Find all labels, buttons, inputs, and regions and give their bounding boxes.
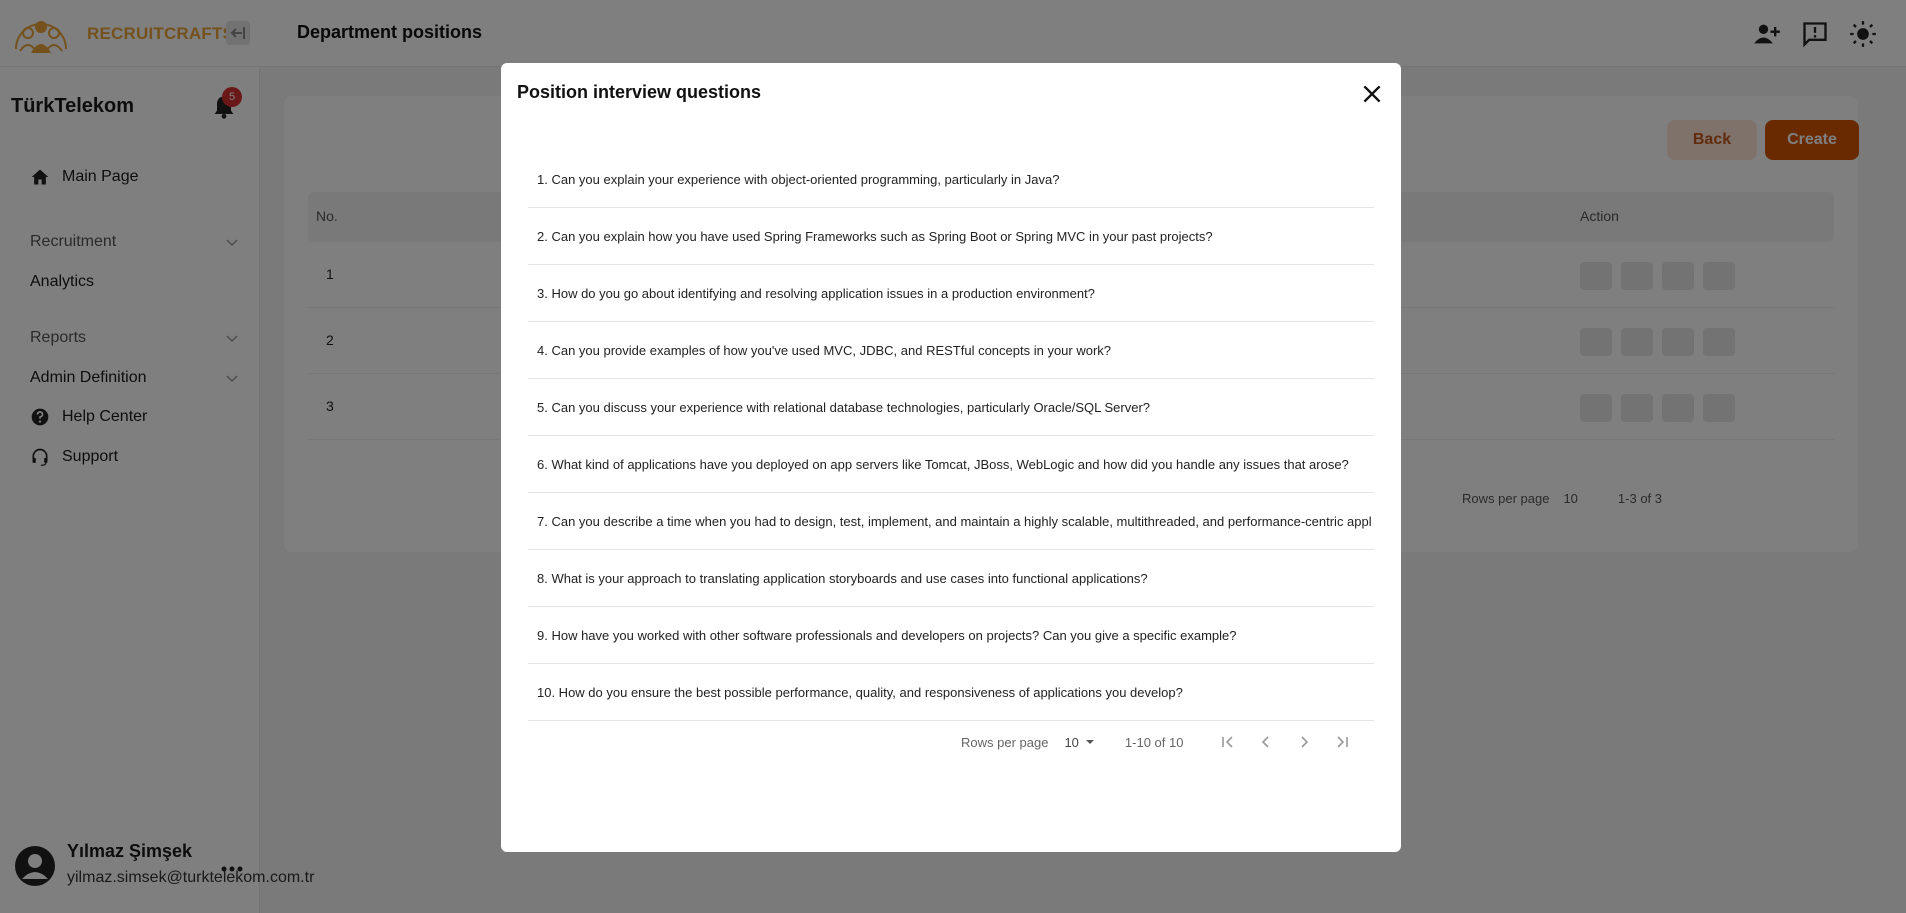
interview-questions-modal [501,63,1401,852]
question-row [528,493,1374,550]
question-row [528,664,1374,721]
rows-per-page-value: 10 [1064,734,1079,750]
question-text: 8. What is your approach to translating application storyboards and use cases into functional applications? [537,570,1148,586]
question-row [528,607,1374,664]
last-page-icon[interactable] [1333,733,1351,751]
next-page-icon[interactable] [1295,733,1313,751]
rows-per-page-label: Rows per page [961,734,1049,750]
question-text: 2. Can you explain how you have used Spring Frameworks such as Spring Boot or Spring MVC in your past projects? [537,228,1213,244]
question-row [528,322,1374,379]
modal-pagination [961,733,1351,751]
question-row [528,379,1374,436]
question-text: 6. What kind of applications have you deployed on app servers like Tomcat, JBoss, WebLogic and how did you handle any issues that arose? [537,456,1349,472]
question-text: 3. How do you go about identifying and resolving application issues in a production environment? [537,285,1095,301]
modal-title: Position interview questions [517,82,762,102]
question-text: 1. Can you explain your experience with object-oriented programming, particularly in Java? [537,171,1060,187]
questions-list [528,151,1374,721]
question-row [528,208,1374,265]
question-row [528,151,1374,208]
question-row [528,265,1374,322]
rows-per-page-select[interactable] [1064,735,1094,750]
question-text: 7. Can you describe a time when you had to design, test, implement, and maintain a highly scalable, multithreaded, and performance-centric appl [537,513,1372,529]
question-text: 5. Can you discuss your experience with relational database technologies, particularly Oracle/SQL Server? [537,399,1151,415]
first-page-icon[interactable] [1219,733,1237,751]
previous-page-icon[interactable] [1257,733,1275,751]
caret-down-icon [1085,737,1095,747]
question-text: 4. Can you provide examples of how you've used MVC, JDBC, and RESTful concepts in your work? [537,342,1112,358]
question-row [528,436,1374,493]
pagination-range: 1-10 of 10 [1124,734,1184,750]
close-icon[interactable] [1359,81,1385,107]
question-text: 10. How do you ensure the best possible performance, quality, and responsiveness of applications you develop? [537,684,1183,700]
question-row [528,550,1374,607]
question-text: 9. How have you worked with other software professionals and developers on projects? Can you give a specific example? [537,627,1237,643]
